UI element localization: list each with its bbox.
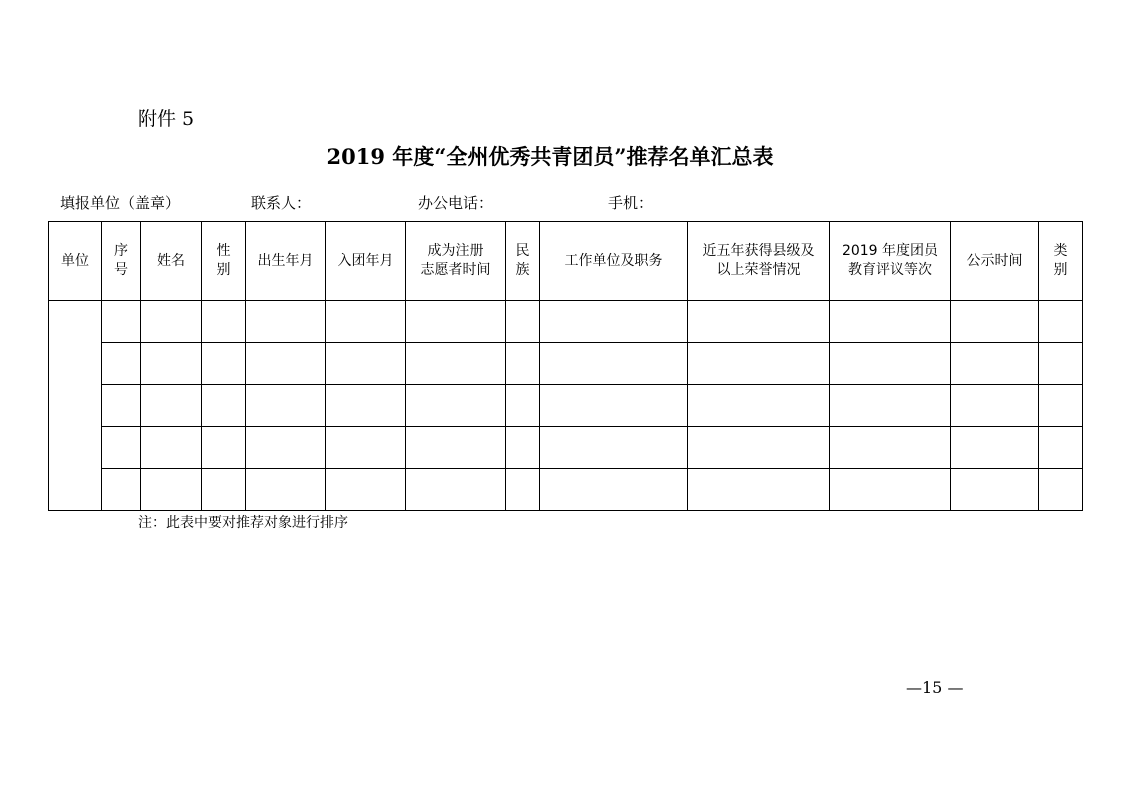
column-header-text: 2019 年度团员 (841, 243, 939, 259)
table-cell[interactable] (406, 427, 506, 469)
table-cell[interactable] (246, 301, 326, 343)
table-cell[interactable] (102, 343, 141, 385)
table-cell[interactable] (506, 427, 540, 469)
column-header-text: 教育评议等次 (848, 262, 932, 278)
recommendation-table (48, 221, 1083, 511)
table-cell[interactable] (1039, 343, 1083, 385)
column-header-text: 志愿者时间 (420, 262, 491, 278)
table-cell[interactable] (1039, 469, 1083, 511)
table-cell[interactable] (506, 343, 540, 385)
table-row (49, 385, 1083, 427)
column-header-text: 类 (1053, 243, 1068, 259)
column-header-text: 别 (216, 262, 231, 278)
table-cell[interactable] (688, 343, 830, 385)
table-cell[interactable] (102, 301, 141, 343)
table-cell[interactable] (540, 343, 688, 385)
table-row (49, 343, 1083, 385)
column-header-text: 近五年获得县级及 (702, 243, 815, 259)
table-cell[interactable] (540, 427, 688, 469)
table-note: 注：此表中要对推荐对象进行排序 (138, 515, 348, 531)
table-cell[interactable] (202, 469, 246, 511)
table-cell[interactable] (406, 343, 506, 385)
column-header (406, 222, 506, 301)
column-header (688, 222, 830, 301)
table-cell[interactable] (141, 385, 202, 427)
table-header-row (49, 222, 1083, 301)
table-cell[interactable] (326, 469, 406, 511)
table-cell[interactable] (688, 385, 830, 427)
table-cell[interactable] (246, 427, 326, 469)
column-header-text: 单位 (61, 252, 89, 269)
info-unit: 填报单位（盖章） (60, 194, 181, 212)
table-row (49, 427, 1083, 469)
info-contact: 联系人： (251, 194, 312, 212)
table-cell[interactable] (406, 301, 506, 343)
table-cell[interactable] (540, 469, 688, 511)
column-header-text: 号 (114, 262, 128, 278)
column-header-text: 出生年月 (257, 252, 314, 269)
table-cell[interactable] (951, 385, 1039, 427)
table-cell[interactable] (406, 385, 506, 427)
column-header (141, 222, 202, 301)
table-cell[interactable] (506, 385, 540, 427)
column-header (102, 222, 141, 301)
unit-cell[interactable] (49, 301, 102, 511)
table-cell[interactable] (246, 343, 326, 385)
column-header-text: 族 (515, 262, 530, 278)
table-cell[interactable] (202, 427, 246, 469)
column-header (506, 222, 540, 301)
column-header-text: 公示时间 (966, 252, 1023, 269)
table-cell[interactable] (326, 343, 406, 385)
table-cell[interactable] (951, 469, 1039, 511)
table-cell[interactable] (102, 385, 141, 427)
column-header (830, 222, 951, 301)
table-cell[interactable] (830, 385, 951, 427)
table-cell[interactable] (1039, 301, 1083, 343)
table-cell[interactable] (540, 385, 688, 427)
table-cell[interactable] (326, 301, 406, 343)
table-cell[interactable] (830, 469, 951, 511)
table-cell[interactable] (246, 469, 326, 511)
table-cell[interactable] (326, 385, 406, 427)
table-cell[interactable] (326, 427, 406, 469)
table-cell[interactable] (202, 385, 246, 427)
table-cell[interactable] (951, 301, 1039, 343)
table-cell[interactable] (102, 469, 141, 511)
table-row (49, 469, 1083, 511)
column-header-text: 序 (114, 243, 128, 259)
table-cell[interactable] (141, 469, 202, 511)
column-header (540, 222, 688, 301)
table-cell[interactable] (688, 427, 830, 469)
table-cell[interactable] (830, 427, 951, 469)
table-cell[interactable] (830, 343, 951, 385)
column-header (1039, 222, 1083, 301)
table-cell[interactable] (141, 301, 202, 343)
table-cell[interactable] (506, 301, 540, 343)
column-header-text: 别 (1053, 262, 1068, 278)
table-cell[interactable] (1039, 385, 1083, 427)
table-cell[interactable] (141, 343, 202, 385)
table-cell[interactable] (951, 343, 1039, 385)
column-header (951, 222, 1039, 301)
column-header-text: 性 (216, 243, 231, 259)
table-cell[interactable] (102, 427, 141, 469)
table-row (49, 301, 1083, 343)
column-header (326, 222, 406, 301)
table-cell[interactable] (506, 469, 540, 511)
table-cell[interactable] (540, 301, 688, 343)
table-cell[interactable] (830, 301, 951, 343)
column-header (202, 222, 246, 301)
column-header-text: 姓名 (157, 252, 185, 269)
table-cell[interactable] (141, 427, 202, 469)
table-cell[interactable] (406, 469, 506, 511)
column-header-text: 入团年月 (337, 252, 394, 269)
column-header-text: 民 (515, 243, 530, 259)
table-cell[interactable] (1039, 427, 1083, 469)
table-cell[interactable] (688, 469, 830, 511)
column-header-text: 工作单位及职务 (564, 252, 663, 269)
column-header-text: 以上荣誉情况 (716, 262, 801, 278)
table-cell[interactable] (202, 343, 246, 385)
page-number: —15 — (906, 678, 964, 697)
column-header (49, 222, 102, 301)
attachment-label: 附件 5 (138, 108, 195, 130)
table-cell[interactable] (688, 301, 830, 343)
info-mobile: 手机： (608, 194, 654, 212)
table-cell[interactable] (246, 385, 326, 427)
column-header-text: 成为注册 (427, 243, 484, 259)
page-title: 2019 年度“全州优秀共青团员”推荐名单汇总表 (326, 144, 774, 169)
info-office-phone: 办公电话： (418, 194, 494, 212)
table-cell[interactable] (951, 427, 1039, 469)
column-header (246, 222, 326, 301)
table-cell[interactable] (202, 301, 246, 343)
